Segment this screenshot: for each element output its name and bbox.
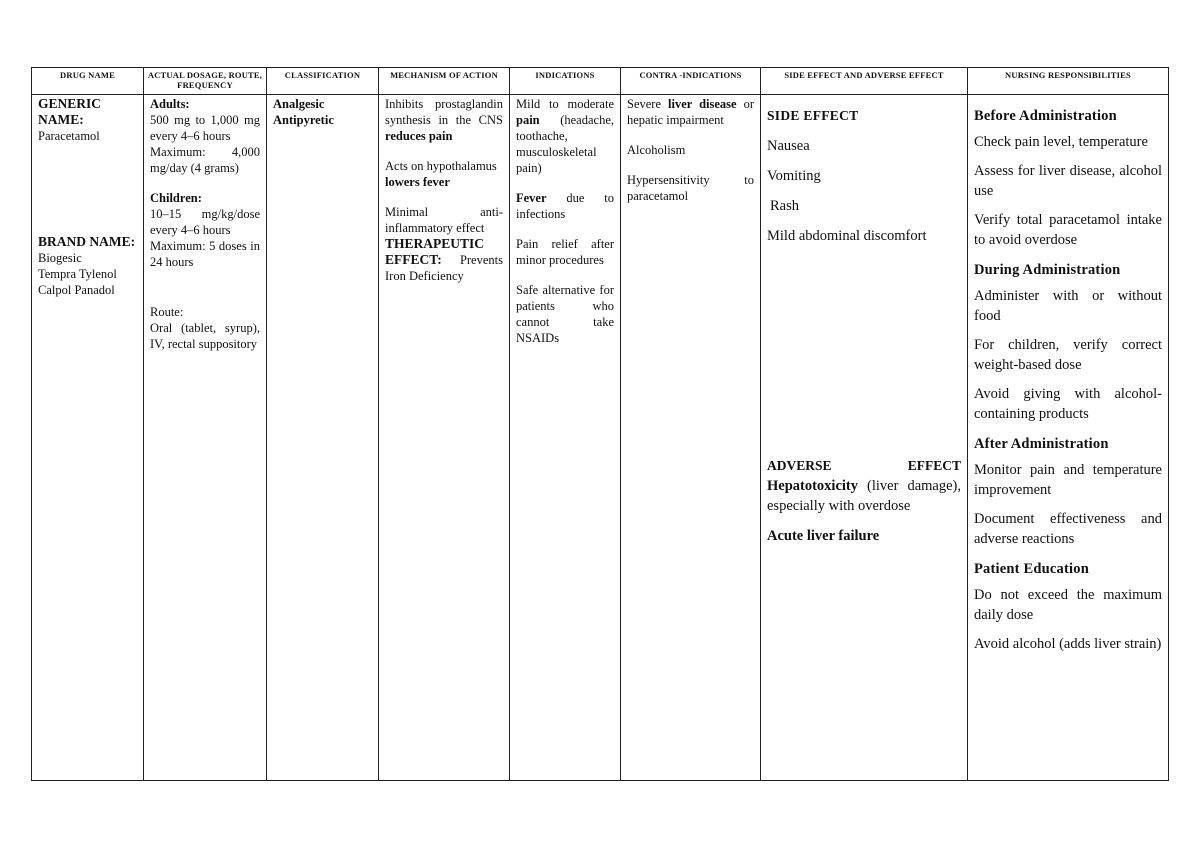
class-analgesic: Analgesic <box>273 97 325 111</box>
cell-classification <box>267 95 379 781</box>
generic-name: Paracetamol <box>38 129 100 143</box>
header-mechanism: MECHANISM OF ACTION <box>379 68 510 95</box>
nursing-item: Monitor pain and temperature improvement <box>974 462 1162 498</box>
nursing-item: Administer with or without food <box>974 288 1162 324</box>
mechanism-3: Minimal anti-inflammatory effect <box>385 205 503 235</box>
side-effect-item: Mild abdominal discomfort <box>767 228 927 244</box>
nursing-item: Assess for liver disease, alcohol use <box>974 163 1162 199</box>
contraindication-2: Alcoholism <box>627 143 686 157</box>
adults-max: Maximum: 4,000 mg/day (4 grams) <box>150 145 260 175</box>
nursing-item: Document effectiveness and adverse reactions <box>974 511 1162 547</box>
header-nursing: NURSING RESPONSIBILITIES <box>968 68 1169 95</box>
cell-indications <box>510 95 621 781</box>
cell-contraindications <box>621 95 761 781</box>
education-title: Patient Education <box>974 561 1089 577</box>
indication-1: Mild to moderate pain (headache, toothache, musculoskeletal pain) <box>516 97 614 175</box>
indication-2: Fever due to infections <box>516 191 614 221</box>
cell-drug-name <box>32 95 144 781</box>
header-indications: INDICATIONS <box>510 68 621 95</box>
before-title: Before Administration <box>974 108 1117 124</box>
nursing-item: Check pain level, temperature <box>974 134 1148 150</box>
side-effect-item: Rash <box>770 198 799 214</box>
header-row <box>32 68 1169 95</box>
header-dosage: ACTUAL DOSAGE, ROUTE, FREQUENCY <box>144 68 267 95</box>
brand-name: Biogesic <box>38 251 82 265</box>
cell-mechanism <box>379 95 510 781</box>
mechanism-1: Inhibits prostaglandin synthesis in the CNS reduces pain <box>385 97 503 143</box>
side-effect-item: Vomiting <box>767 168 821 184</box>
brand-label: BRAND NAME: <box>38 234 136 249</box>
brand-name: Tempra Tylenol <box>38 267 117 281</box>
contraindication-3: Hypersensitivity to paracetamol <box>627 173 754 203</box>
indication-3: Pain relief after minor procedures <box>516 237 614 267</box>
children-label: Children: <box>150 191 202 205</box>
nursing-item: Avoid alcohol (adds liver strain) <box>974 636 1162 652</box>
adults-dose: 500 mg to 1,000 mg every 4–6 hours <box>150 113 260 143</box>
children-max: Maximum: 5 doses in 24 hours <box>150 239 260 269</box>
after-title: After Administration <box>974 436 1109 452</box>
during-title: During Administration <box>974 262 1121 278</box>
cell-dosage <box>144 95 267 781</box>
cell-side-effects <box>761 95 968 781</box>
route-text: Oral (tablet, syrup), IV, rectal suppository <box>150 321 260 351</box>
cell-nursing <box>968 95 1169 781</box>
class-antipyretic: Antipyretic <box>273 113 334 127</box>
generic-label: GENERIC NAME: <box>38 96 102 127</box>
header-side-effects: SIDE EFFECT AND ADVERSE EFFECT <box>761 68 968 95</box>
drug-study-table <box>31 67 1169 781</box>
acute-liver-failure: Acute liver failure <box>767 528 880 544</box>
indication-4: Safe alternative for patients who cannot take NSAIDs <box>516 283 614 345</box>
contraindication-1: Severe liver disease or hepatic impairment <box>627 97 754 127</box>
adverse-effect-label: ADVERSE EFFECT <box>767 458 961 473</box>
nursing-item: Do not exceed the maximum daily dose <box>974 587 1162 623</box>
nursing-item: For children, verify correct weight-based dose <box>974 337 1162 373</box>
children-dose: 10–15 mg/kg/dose every 4–6 hours <box>150 207 260 237</box>
side-effect-item: Nausea <box>767 138 810 154</box>
route-label: Route: <box>150 305 184 319</box>
header-contraindications: CONTRA -INDICATIONS <box>621 68 761 95</box>
brand-name: Calpol Panadol <box>38 283 115 297</box>
header-drug-name: DRUG NAME <box>32 68 144 95</box>
nursing-item: Verify total paracetamol intake to avoid overdose <box>974 212 1162 248</box>
adults-label: Adults: <box>150 97 190 111</box>
mechanism-2: Acts on hypothalamus lowers fever <box>385 159 497 189</box>
side-effect-label: SIDE EFFECT <box>767 108 859 123</box>
adverse-effect-text: Hepatotoxicity (liver damage), especially with overdose <box>767 478 961 514</box>
drug-row <box>32 95 1169 781</box>
header-classification: CLASSIFICATION <box>267 68 379 95</box>
nursing-item: Avoid giving with alcohol-containing products <box>974 386 1162 422</box>
therapeutic-effect: THERAPEUTIC EFFECT: Prevents Iron Deficiency <box>385 236 503 283</box>
